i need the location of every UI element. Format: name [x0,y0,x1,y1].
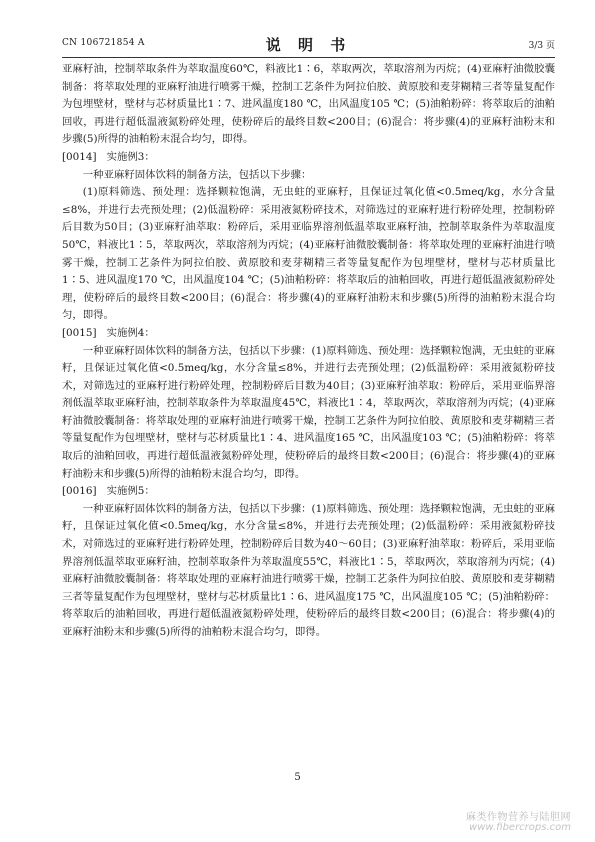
header-divider [62,57,555,58]
section-heading-0016 [62,483,555,501]
method-steps: (1)原料筛选、预处理：选择颗粒饱满，无虫蛀的亚麻籽，且保证过氧化值<0.5meq/kg，水分含量≤8%，并进行去壳预处理；(2)低温粉碎：采用液氮粉碎技术，对筛选过的亚麻籽进行粉碎处理，控制粉碎后目数为50目；(3)亚麻籽油萃取：粉碎后，采用亚临界溶剂低温萃取亚麻籽油，控制萃取条件为萃取温度50℃，料液比1∶5，萃取两次，萃取溶剂为丙烷；(4)亚麻籽油微胶囊制备：将萃取处理的亚麻籽油进行喷雾干燥，控制工艺条件为阿拉伯胶、黄原胶和麦芽糊精三者等量复配作为包埋壁材，壁材与芯材质量比1∶5、进风温度170 ℃，出风温度104 ℃；(5)油粕粉碎：将萃取后的油粕回收，再进行超低温液氮粉碎处理，使粉碎后的最终目数<200目；(6)混合：将步骤(4)的亚麻籽油粉末和步骤(5)所得的油粕粉末混合均匀，即得。 [62,186,555,322]
watermark-text: 麻类作物营养与陆胆网 [466,812,571,823]
method-intro: 一种亚麻籽固体饮料的制备方法，包括以下步骤： [82,168,312,181]
paragraph-number: [0016] [62,485,97,498]
paragraph-number: [0015] [62,326,97,339]
watermark-url: www.fibercrops.com [469,822,571,833]
page-indicator: 3/3 页 [528,41,555,51]
document-title: 说 明 书 [265,36,352,54]
example-title: 实施例4： [106,326,155,339]
page-number: 5 [294,772,301,783]
continued-paragraph: 亚麻籽油，控制萃取条件为萃取温度60℃，料液比1∶6，萃取两次，萃取溶剂为丙烷；(4)亚麻籽油微胶囊制备：将萃取处理的亚麻籽油进行喷雾干燥，控制工艺条件为阿拉伯胶、黄原胶和麦芽糊精三者等量复配作为包埋壁材，壁材与芯材质量比1∶7、进风温度180 ℃，出风温度105 ℃；(5)油粕粉碎：将萃取后的油粕回收，再进行超低温液氮粉碎处理，使粉碎后的最终目数<200目；(6)混合：将步骤(4)的亚麻籽油粉末和步骤(5)所得的油粕粉末混合均匀，即得。 [62,63,555,146]
method-paragraph: 一种亚麻籽固体饮料的制备方法，包括以下步骤：(1)原料筛选、预处理：选择颗粒饱满，无虫蛀的亚麻籽，且保证过氧化值<0.5meq/kg，水分含量≤8%，并进行去壳预处理；(2)低温粉碎：采用液氮粉碎技术，对筛选过的亚麻籽进行粉碎处理，控制粉碎后目数为40～60目；(3)亚麻籽油萃取：粉碎后，采用亚临界溶剂低温萃取亚麻籽油，控制萃取条件为萃取温度55℃，料液比1∶5，萃取两次，萃取溶剂为丙烷；(4)亚麻籽油微胶囊制备：将萃取处理的亚麻籽油进行喷雾干燥，控制工艺条件为阿拉伯胶、黄原胶和麦芽糊精三者等量复配作为包埋壁材，壁材与芯材质量比1∶6、进风温度175 ℃，出风温度105 ℃；(5)油粕粉碎：将萃取后的油粕回收，再进行超低温液氮粉碎处理，使粉碎后的最终目数<200目；(6)混合：将步骤(4)的亚麻籽油粉末和步骤(5)所得的油粕粉末混合均匀，即得。 [62,502,555,638]
page-header [62,34,555,54]
patent-number: CN 106721854 A [62,38,145,48]
document-body [62,61,555,642]
example-title: 实施例5： [106,485,155,498]
paragraph-number: [0014] [62,150,97,163]
method-paragraph: 一种亚麻籽固体饮料的制备方法，包括以下步骤：(1)原料筛选、预处理：选择颗粒饱满，无虫蛀的亚麻籽，且保证过氧化值<0.5meq/kg，水分含量≤8%，并进行去壳预处理；(2)低温粉碎：采用液氮粉碎技术，对筛选过的亚麻籽进行粉碎处理，控制粉碎后目数为40目；(3)亚麻籽油萃取：粉碎后，采用亚临界溶剂低温萃取亚麻籽油，控制萃取条件为萃取温度45℃，料液比1∶4，萃取两次，萃取溶剂为丙烷；(4)亚麻籽油微胶囊制备：将萃取处理的亚麻籽油进行喷雾干燥，控制工艺条件为阿拉伯胶、黄原胶和麦芽糊精三者等量复配作为包埋壁材，壁材与芯材质量比1∶4、进风温度165 ℃，出风温度103 ℃；(5)油粕粉碎：将萃取后的油粕回收，再进行超低温液氮粉碎处理，使粉碎后的最终目数<200目；(6)混合：将步骤(4)的亚麻籽油粉末和步骤(5)所得的油粕粉末混合均匀，即得。 [62,344,555,480]
section-heading-0015 [62,325,555,343]
section-heading-0014 [62,149,555,167]
example-title: 实施例3： [106,150,155,163]
